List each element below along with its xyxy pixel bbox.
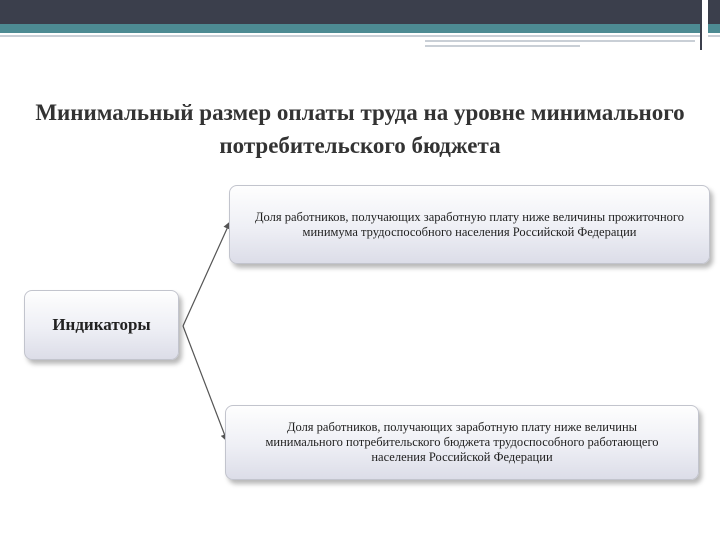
connector-line-top — [183, 222, 230, 326]
root-node-label: Индикаторы — [52, 315, 151, 334]
root-node-indicators — [24, 290, 179, 360]
child-node-label: Доля работников, получающих заработную плату ниже величины минимального потребительского бюджета трудоспособного работающего населения Российской Федерации — [265, 420, 659, 464]
slide-title: Минимальный размер оплаты труда на уровне минимального потребительского бюджета — [35, 100, 685, 158]
child-node-consumer-budget — [225, 405, 699, 480]
child-node-label: Доля работников, получающих заработную плату ниже величины прожиточного минимума трудоспособного населения Российской Федерации — [255, 209, 684, 239]
connector-line-bottom — [183, 326, 227, 441]
child-node-subsistence-minimum — [229, 185, 710, 264]
